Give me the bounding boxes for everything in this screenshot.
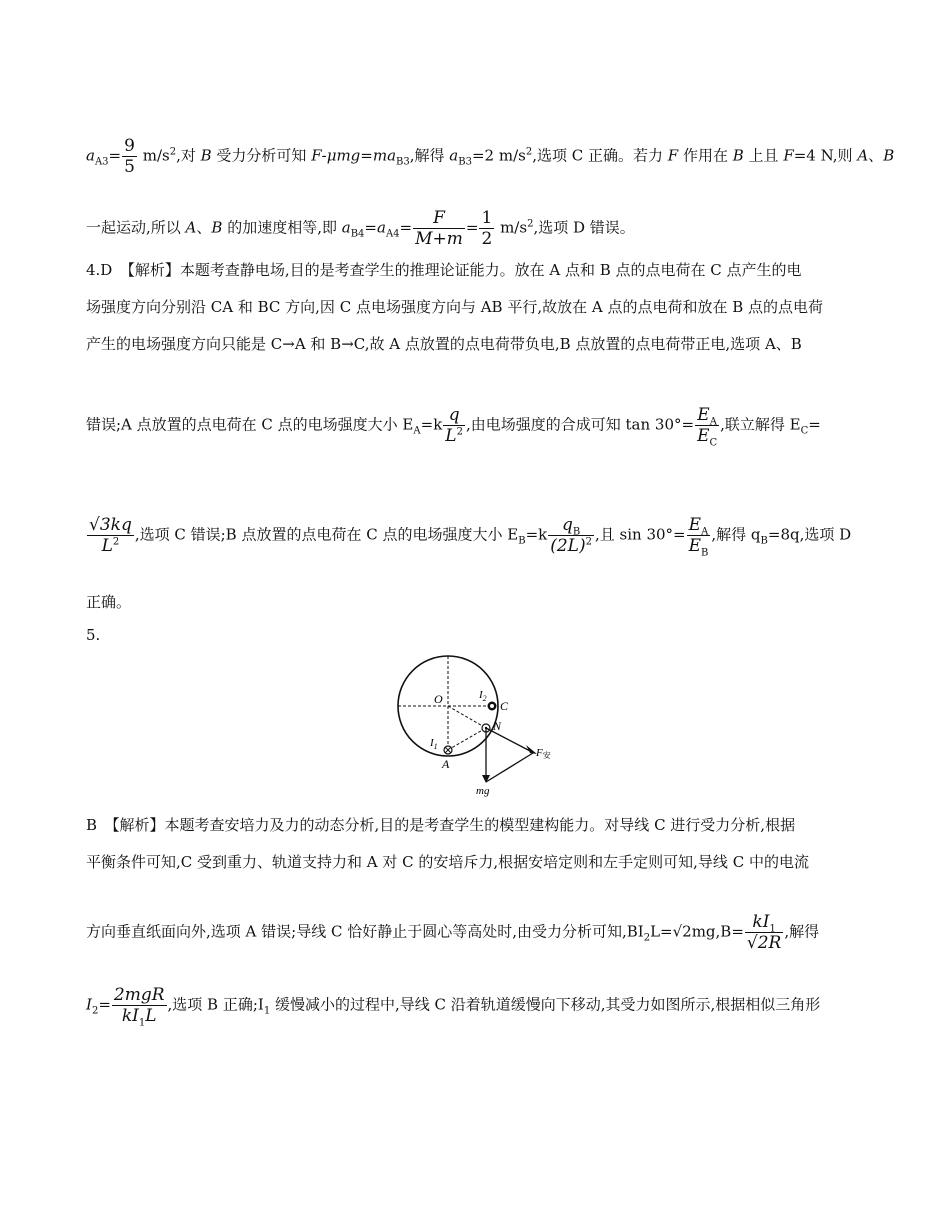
numerator: F bbox=[433, 208, 445, 228]
subscript: B4 bbox=[350, 228, 365, 240]
p3-line-2 bbox=[86, 208, 635, 249]
superscript: 2 bbox=[525, 146, 533, 158]
text: B bbox=[883, 146, 895, 165]
p4-line-6: 正确。 bbox=[86, 593, 132, 611]
fraction-qb-over-2l2 bbox=[548, 515, 594, 556]
text: a bbox=[86, 146, 95, 165]
text: ,选项 C 正确。若力 bbox=[532, 146, 668, 165]
text: (2L) bbox=[550, 536, 586, 556]
label-i1 bbox=[429, 737, 438, 751]
subscript: C bbox=[800, 425, 809, 437]
p4-line-1: 4.D 【解析】本题考查静电场,目的是考查学生的推理论证能力。放在 A 点和 B 点的点电荷在 C 点产生的电 bbox=[86, 261, 802, 279]
text: 方向垂直纸面向外,选项 A 错误;导线 C 恰好静止于圆心等高处时,由受力分析可知,BI bbox=[86, 922, 644, 941]
numerator bbox=[548, 515, 594, 538]
subscript: 安 bbox=[542, 751, 551, 760]
text: I bbox=[86, 995, 92, 1014]
text: ,解得 bbox=[409, 146, 450, 165]
denominator bbox=[112, 1005, 167, 1029]
superscript: 2 bbox=[112, 536, 120, 548]
numerator bbox=[687, 515, 711, 538]
denominator bbox=[87, 535, 134, 556]
text: m/s bbox=[137, 146, 170, 165]
text: ,由电场强度的合成可知 tan 30°= bbox=[465, 415, 695, 434]
text: ,对 bbox=[176, 146, 201, 165]
subscript: A bbox=[413, 425, 421, 437]
subscript: 1 bbox=[769, 923, 776, 935]
text: E bbox=[688, 515, 702, 535]
text: q bbox=[561, 515, 573, 535]
text: F bbox=[311, 146, 322, 165]
label-mg: mg bbox=[476, 785, 490, 797]
text: ,且 sin 30°= bbox=[594, 525, 686, 544]
superscript: 2 bbox=[585, 536, 592, 548]
text: I bbox=[430, 737, 434, 749]
numerator: q bbox=[448, 405, 460, 425]
text: ma bbox=[372, 146, 397, 165]
text: L bbox=[445, 426, 457, 446]
fraction-root3kq-over-l2 bbox=[87, 515, 134, 556]
denominator bbox=[548, 535, 594, 556]
a-to-n-dashed-line bbox=[448, 728, 486, 750]
text: E bbox=[688, 536, 702, 556]
subscript: B bbox=[760, 535, 768, 547]
numerator: 1 bbox=[481, 208, 493, 228]
text: B bbox=[200, 146, 212, 165]
fraction-1-2 bbox=[479, 208, 494, 249]
denominator bbox=[687, 535, 711, 559]
fraction-ea-over-eb bbox=[687, 515, 711, 559]
text: ,选项 B 正确;I bbox=[167, 995, 264, 1014]
label-c: C bbox=[500, 699, 509, 713]
subscript: B3 bbox=[458, 156, 472, 168]
text: E bbox=[697, 426, 710, 446]
text: ,解得 bbox=[784, 922, 820, 941]
superscript: 2 bbox=[169, 146, 177, 158]
text: =2 m/s bbox=[471, 146, 526, 165]
p5-line-3 bbox=[86, 912, 819, 953]
triangle-closing-line bbox=[486, 753, 533, 782]
subscript: B bbox=[518, 535, 526, 547]
text: = bbox=[364, 218, 377, 237]
text: 一起运动,所以 bbox=[86, 218, 186, 237]
numerator: 2mgR bbox=[113, 985, 165, 1005]
text: 受力分析可知 bbox=[211, 146, 312, 165]
fraction-9-5 bbox=[122, 136, 137, 177]
text: ,选项 C 错误;B 点放置的点电荷在 C 点的电场强度大小 E bbox=[134, 525, 519, 544]
text: = bbox=[360, 146, 373, 165]
text: 缓慢减小的过程中,导线 C 沿着轨道缓慢向下移动,其受力如图所示,根据相似三角形 bbox=[270, 995, 821, 1014]
superscript: 2 bbox=[456, 426, 463, 438]
denominator: 2 bbox=[481, 229, 493, 249]
text: = bbox=[808, 415, 821, 434]
fraction-ki1-over-root2r bbox=[745, 912, 783, 953]
text: 、 bbox=[868, 146, 884, 165]
denominator bbox=[443, 425, 465, 446]
subscript: A bbox=[701, 526, 709, 538]
subscript: A3 bbox=[94, 156, 109, 168]
text: =k bbox=[420, 415, 443, 434]
text: B bbox=[211, 218, 223, 237]
label-i2 bbox=[478, 689, 487, 703]
numerator bbox=[745, 912, 783, 935]
text: a bbox=[449, 146, 459, 165]
text: μmg bbox=[326, 146, 361, 165]
subscript: B bbox=[701, 547, 709, 559]
text: kI bbox=[121, 1006, 139, 1026]
text: L bbox=[101, 536, 113, 556]
p5-label: 5. bbox=[86, 626, 101, 644]
text: B bbox=[732, 146, 744, 165]
p4-line-3: 产生的电场强度方向只能是 C→A 和 B→C,故 A 点放置的点电荷带负电,B 点放置的点电荷带正电,选项 A、B bbox=[86, 335, 802, 353]
label-o: O bbox=[434, 692, 443, 706]
p4-line-5 bbox=[86, 515, 852, 559]
label-n: N bbox=[493, 719, 502, 733]
label-a: A bbox=[442, 757, 450, 771]
radius-to-n-line bbox=[448, 706, 486, 728]
label-f-an bbox=[535, 747, 551, 760]
text: a bbox=[377, 218, 386, 237]
subscript: B3 bbox=[396, 156, 410, 168]
wire-c-center bbox=[490, 704, 494, 708]
text: 错误;A 点放置的点电荷在 C 点的电场强度大小 E bbox=[86, 415, 414, 434]
text: = bbox=[108, 146, 122, 165]
force-diagram bbox=[396, 648, 576, 798]
text: kI bbox=[752, 912, 770, 932]
subscript: 1 bbox=[433, 742, 438, 751]
subscript: A4 bbox=[385, 228, 400, 240]
text: =4 N,则 bbox=[793, 146, 858, 165]
text: L bbox=[145, 1006, 157, 1026]
text: 的加速度相等,即 bbox=[222, 218, 342, 237]
text: ,选项 D 错误。 bbox=[533, 218, 635, 237]
numerator: √3kq bbox=[89, 515, 132, 535]
denominator: 5 bbox=[124, 157, 135, 177]
p5-line-2: 平衡条件可知,C 受到重力、轨道支持力和 A 对 C 的安培斥力,根据安培定则和左手定则可知,导线 C 中的电流 bbox=[86, 853, 809, 871]
subscript: 1 bbox=[138, 1017, 146, 1029]
text: ,联立解得 E bbox=[720, 415, 801, 434]
subscript: 2 bbox=[91, 1005, 99, 1017]
subscript: 2 bbox=[643, 932, 651, 944]
subscript: 2 bbox=[482, 694, 487, 703]
subscript: C bbox=[709, 437, 718, 449]
p3-line-1 bbox=[86, 136, 894, 177]
text: a bbox=[341, 218, 351, 237]
p4-line-2: 场强度方向分别沿 CA 和 BC 方向,因 C 点电场强度方向与 AB 平行,故放在 A 点的点电荷和放在 B 点的点电荷 bbox=[86, 298, 824, 316]
text: A bbox=[857, 146, 869, 165]
text: A bbox=[185, 218, 197, 237]
p5-line-1: B 【解析】本题考查安培力及力的动态分析,目的是考查学生的模型建构能力。对导线 C 进行受力分析,根据 bbox=[86, 816, 796, 834]
text: F bbox=[667, 146, 679, 165]
denominator: √2R bbox=[746, 933, 782, 953]
p5-line-4 bbox=[86, 985, 821, 1029]
numerator: 9 bbox=[124, 136, 135, 156]
text: 、 bbox=[196, 218, 212, 237]
text: m/s bbox=[495, 218, 528, 237]
text: 作用在 bbox=[678, 146, 733, 165]
text: L=√2mg,B= bbox=[650, 922, 744, 941]
numerator bbox=[695, 405, 719, 428]
text: ,解得 q bbox=[711, 525, 761, 544]
subscript: B bbox=[572, 526, 581, 538]
text: F bbox=[783, 146, 794, 165]
subscript: 1 bbox=[263, 1005, 271, 1017]
subscript: A bbox=[709, 416, 717, 428]
fraction-ea-over-ec bbox=[695, 405, 719, 449]
text: = bbox=[98, 995, 111, 1014]
fraction-f-over-mass bbox=[413, 208, 465, 249]
text: - bbox=[321, 146, 327, 165]
text: I bbox=[479, 689, 483, 701]
text: = bbox=[465, 218, 479, 237]
text: =k bbox=[525, 525, 548, 544]
denominator: M+m bbox=[415, 229, 463, 249]
fraction-2mgr-over-ki1l bbox=[112, 985, 167, 1029]
text: 上且 bbox=[743, 146, 784, 165]
text: F bbox=[536, 747, 543, 759]
denominator bbox=[695, 425, 719, 449]
text: = bbox=[399, 218, 413, 237]
superscript: 2 bbox=[527, 218, 534, 230]
fraction-q-over-l2 bbox=[443, 405, 465, 446]
text: E bbox=[697, 405, 710, 425]
text: =8q,选项 D bbox=[767, 525, 852, 544]
p4-line-4 bbox=[86, 405, 821, 449]
